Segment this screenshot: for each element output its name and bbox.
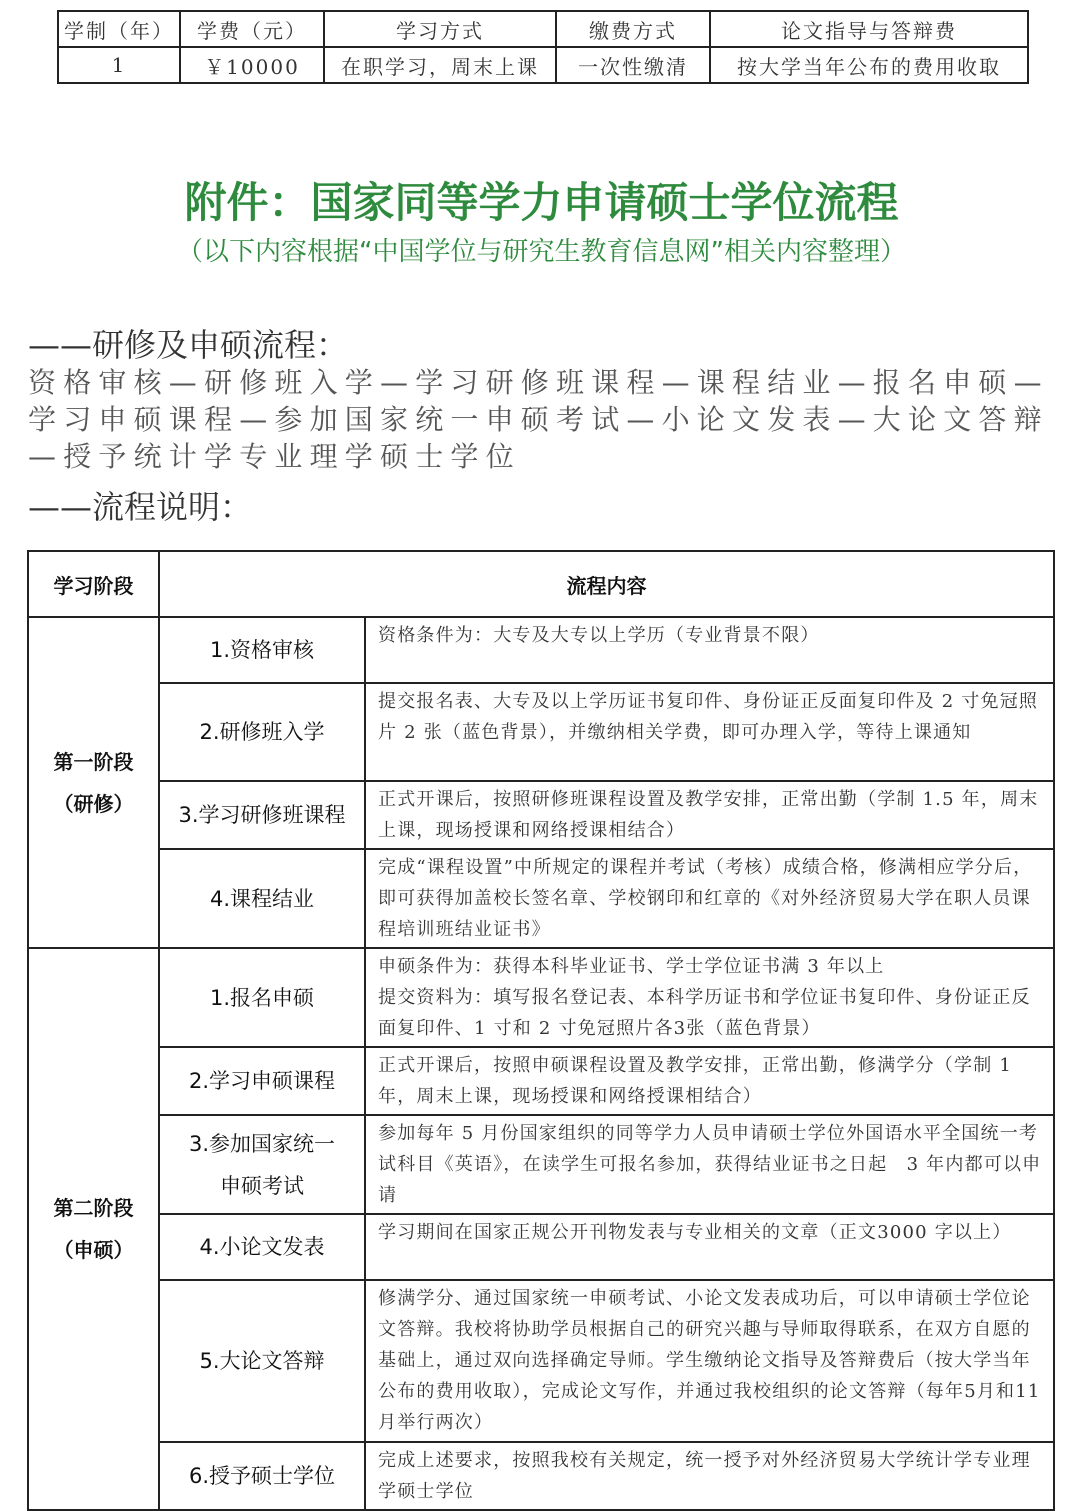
page-title: 附件：国家同等学力申请硕士学位流程 xyxy=(184,178,899,227)
fee-header-payment: 缴费方式 xyxy=(556,11,710,47)
fee-value-tuition: ￥10000 xyxy=(180,47,324,83)
table-row xyxy=(28,617,1054,683)
step-label: 3.学习研修班课程 xyxy=(159,781,365,849)
step-label: 6.授予硕士学位 xyxy=(159,1442,365,1510)
flow-text: 资格审核—研修班入学—学习研修班课程—课程结业—报名申硕—学习申硕课程—参加国家统一申硕考试—小论文发表—大论文答辩—授予统计学专业理学硕士学位 xyxy=(28,366,1049,473)
step-desc: 参加每年 5 月份国家组织的同等学力人员申请硕士学位外国语水平全国统一考试科目《英语》，在读学生可报名参加，获得结业证书之日起 3 年内都可以申请 xyxy=(365,1115,1054,1214)
step-label: 1.报名申硕 xyxy=(159,948,365,1047)
table-row xyxy=(28,1280,1054,1442)
fee-value-duration: 1 xyxy=(58,47,180,83)
fee-value-study-mode: 在职学习，周末上课 xyxy=(324,47,556,83)
section-heading-explanation: ——流程说明： xyxy=(28,488,253,526)
step-desc: 资格条件为：大专及大专以上学历（专业背景不限） xyxy=(365,617,1054,683)
step-label: 2.学习申硕课程 xyxy=(159,1047,365,1115)
step-desc: 提交报名表、大专及以上学历证书复印件、身份证正反面复印件及 2 寸免冠照片 2 张（蓝色背景），并缴纳相关学费，即可办理入学，等待上课通知 xyxy=(365,683,1054,781)
fee-table-value-row xyxy=(58,47,1028,83)
fee-table xyxy=(57,10,1029,84)
fee-value-thesis-fee: 按大学当年公布的费用收取 xyxy=(710,47,1028,83)
phase-one-sub: （研修） xyxy=(53,791,134,816)
step-desc: 正式开课后，按照申硕课程设置及教学安排，正常出勤，修满学分（学制 1 年，周末上课，现场授课和网络授课相结合） xyxy=(365,1047,1054,1115)
step-label: 5.大论文答辩 xyxy=(159,1280,365,1442)
fee-value-payment: 一次性缴清 xyxy=(556,47,710,83)
fee-table-header-row xyxy=(58,11,1028,47)
step-desc: 完成“课程设置”中所规定的课程并考试（考核）成绩合格，修满相应学分后，即可获得加盖校长签名章、学校钢印和红章的《对外经济贸易大学在职人员课程培训班结业证书》 xyxy=(365,849,1054,948)
table-row xyxy=(28,849,1054,948)
process-table-header-row xyxy=(28,551,1054,617)
header-stage: 学习阶段 xyxy=(28,551,159,617)
phase-two-sub: （申硕） xyxy=(53,1238,134,1262)
step-desc: 完成上述要求，按照我校有关规定，统一授予对外经济贸易大学统计学专业理学硕士学位 xyxy=(365,1442,1054,1510)
table-row xyxy=(28,1115,1054,1214)
process-table xyxy=(27,550,1055,1511)
step-label: 4.小论文发表 xyxy=(159,1214,365,1280)
phase-one-cell xyxy=(28,617,159,948)
table-row xyxy=(28,1047,1054,1115)
table-row xyxy=(28,781,1054,849)
step-desc: 申硕条件为：获得本科毕业证书、学士学位证书满 3 年以上 提交资料为：填写报名登记表、本科学历证书和学位证书复印件、身份证正反面复印件、1 寸和 2 寸免冠照片各3张（蓝色背景） xyxy=(365,948,1054,1047)
step-desc: 学习期间在国家正规公开刊物发表与专业相关的文章（正文3000 字以上） xyxy=(365,1214,1054,1280)
phase-one-name: 第一阶段 xyxy=(53,749,134,774)
fee-header-study-mode: 学习方式 xyxy=(324,11,556,47)
phase-two-cell xyxy=(28,948,159,1510)
step-label: 2.研修班入学 xyxy=(159,683,365,781)
step-label xyxy=(159,1115,365,1214)
phase-two-name: 第二阶段 xyxy=(53,1196,134,1220)
table-row xyxy=(28,1442,1054,1510)
table-row xyxy=(28,683,1054,781)
table-row xyxy=(28,1214,1054,1280)
header-content: 流程内容 xyxy=(159,551,1054,617)
fee-header-duration: 学制（年） xyxy=(58,11,180,47)
section-heading-flow: ——研修及申硕流程： xyxy=(28,326,349,364)
step-label-line2: 申硕考试 xyxy=(220,1173,304,1198)
step-label: 4.课程结业 xyxy=(159,849,365,948)
fee-header-tuition: 学费（元） xyxy=(180,11,324,47)
table-row xyxy=(28,948,1054,1047)
step-label: 1.资格审核 xyxy=(159,617,365,683)
page-subtitle: （以下内容根据“中国学位与研究生教育信息网”相关内容整理） xyxy=(177,237,906,267)
step-desc: 正式开课后，按照研修班课程设置及教学安排，正常出勤（学制 1.5 年，周末上课，现场授课和网络授课相结合） xyxy=(365,781,1054,849)
fee-header-thesis-fee: 论文指导与答辩费 xyxy=(710,11,1028,47)
step-label-line1: 3.参加国家统一 xyxy=(188,1131,336,1156)
step-desc: 修满学分、通过国家统一申硕考试、小论文发表成功后，可以申请硕士学位论文答辩。我校将协助学员根据自己的研究兴趣与导师取得联系，在双方自愿的基础上，通过双向选择确定导师。学生缴纳论文指导及答辩费后（按大学当年公布的费用收取），完成论文写作，并通过我校组织的论文答辩（每年5月和11月举行两次） xyxy=(365,1280,1054,1442)
